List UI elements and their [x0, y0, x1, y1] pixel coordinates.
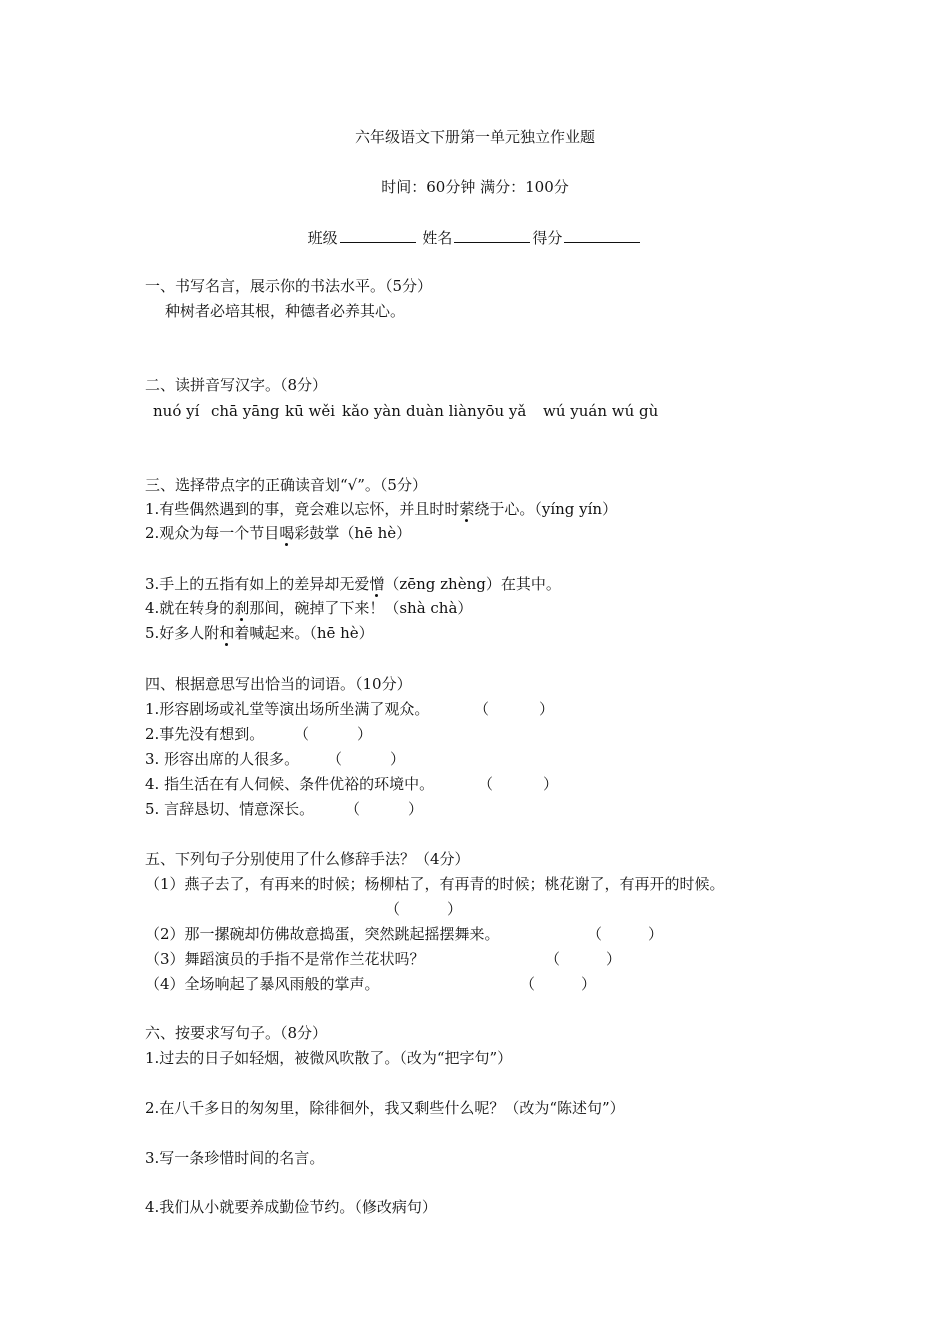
- answer-paren-open: （: [345, 800, 361, 818]
- section-3-heading: 三、选择带点字的正确读音划“√”。（5分）: [145, 476, 427, 494]
- section-1-heading: 一、书写名言，展示你的书法水平。（5分）: [145, 277, 433, 295]
- section-6-item-1: 1.过去的日子如轻烟，被微风吹散了。（改为“把字句”）: [145, 1049, 513, 1067]
- answer-paren-close: ）: [543, 775, 559, 793]
- answer-paren-close: ）: [447, 900, 463, 918]
- section-2-heading: 二、读拼音写汉字。（8分）: [145, 376, 328, 394]
- dotted-char: 萦: [459, 500, 475, 518]
- answer-paren-close: ）: [606, 950, 622, 968]
- pinyin-item: yōu yǎ: [477, 402, 527, 420]
- name-blank[interactable]: [454, 227, 530, 243]
- question-text: 5.好多人附: [145, 624, 220, 642]
- question-options: 彩鼓掌（hē hè）: [294, 524, 412, 542]
- answer-paren-open: （: [545, 950, 561, 968]
- answer-paren-close: ）: [357, 725, 373, 743]
- section-3-question-2: [145, 523, 411, 543]
- time-info: 时间：60分钟 满分：100分: [381, 178, 569, 196]
- section-5-heading: 五、下列句子分别使用了什么修辞手法？（4分）: [145, 850, 470, 868]
- question-options: 着喊起来。（hē hè）: [234, 624, 374, 642]
- answer-paren-open: （: [520, 975, 536, 993]
- page-title: 六年级语文下册第一单元独立作业题: [354, 128, 595, 146]
- dotted-char: 喝: [279, 524, 295, 542]
- score-blank[interactable]: [564, 227, 640, 243]
- student-info-line: [0, 227, 950, 248]
- pinyin-item: kū wěi: [285, 402, 336, 420]
- question-text: 2.观众为每一个节目: [145, 524, 280, 542]
- pinyin-item: wú yuán wú gù: [543, 402, 659, 420]
- answer-paren-open: （: [474, 700, 490, 718]
- question-options: （zēng zhèng）在其中。: [384, 575, 561, 593]
- question-text: 3.手上的五指有如上的差异却无爱: [145, 575, 370, 593]
- section-5-item-3: （3）舞蹈演员的手指不是常作兰花状吗？: [145, 950, 425, 968]
- answer-paren-open: （: [478, 775, 494, 793]
- section-6-heading: 六、按要求写句子。（8分）: [145, 1024, 328, 1042]
- section-4-item-1: 1.形容剧场或礼堂等演出场所坐满了观众。: [145, 700, 430, 718]
- answer-paren-close: ）: [581, 975, 597, 993]
- name-label: 姓名: [422, 229, 453, 247]
- pinyin-item: kǎo yàn: [342, 402, 401, 420]
- answer-paren-close: ）: [539, 700, 555, 718]
- question-options: 绕于心。（yíng yín）: [474, 500, 618, 518]
- answer-paren-close: ）: [390, 750, 406, 768]
- section-4-item-3: 3. 形容出席的人很多。: [145, 750, 300, 768]
- section-3-question-1: [145, 499, 617, 519]
- pinyin-item: duàn liàn: [406, 402, 477, 420]
- class-label: 班级: [307, 229, 338, 247]
- pinyin-item: nuó yí: [153, 402, 200, 420]
- dotted-char: 和: [219, 624, 235, 642]
- answer-paren-open: （: [327, 750, 343, 768]
- answer-paren-open: （: [385, 900, 401, 918]
- score-label: 得分: [532, 229, 563, 247]
- answer-paren-close: ）: [408, 800, 424, 818]
- question-text: 1.有些偶然遇到的事，竟会难以忘怀，并且时时: [145, 500, 460, 518]
- section-1-quote: 种树者必培其根，种德者必养其心。: [165, 302, 406, 320]
- section-5-item-2: （2）那一摞碗却仿佛故意捣蛋，突然跳起摇摆舞来。: [145, 925, 500, 943]
- question-text: 4.就在转身的: [145, 599, 235, 617]
- dotted-char: 刹: [234, 599, 250, 617]
- section-4-item-5: 5. 言辞恳切、情意深长。: [145, 800, 315, 818]
- class-blank[interactable]: [340, 227, 416, 243]
- pinyin-item: chā yāng: [211, 402, 280, 420]
- section-3-question-5: [145, 623, 374, 643]
- section-6-item-2: 2.在八千多日的匆匆里，除徘徊外，我又剩些什么呢？（改为“陈述句”）: [145, 1099, 625, 1117]
- dotted-char: 憎: [369, 575, 385, 593]
- section-5-item-1: （1）燕子去了，有再来的时候；杨柳枯了，有再青的时候；桃花谢了，有再开的时候。: [145, 875, 725, 893]
- answer-paren-close: ）: [648, 925, 664, 943]
- section-4-item-4: 4. 指生活在有人伺候、条件优裕的环境中。: [145, 775, 435, 793]
- section-3-question-4: [145, 598, 472, 618]
- section-5-item-4: （4）全场响起了暴风雨般的掌声。: [145, 975, 380, 993]
- section-4-item-2: 2.事先没有想到。: [145, 725, 265, 743]
- section-4-heading: 四、根据意思写出恰当的词语。（10分）: [145, 675, 412, 693]
- section-6-item-3: 3.写一条珍惜时间的名言。: [145, 1149, 325, 1167]
- section-3-question-3: [145, 574, 561, 594]
- section-6-item-4: 4.我们从小就要养成勤俭节约。（修改病句）: [145, 1198, 437, 1216]
- answer-paren-open: （: [587, 925, 603, 943]
- answer-paren-open: （: [294, 725, 310, 743]
- question-options: 那间，碗掉了下来！（shà chà）: [249, 599, 473, 617]
